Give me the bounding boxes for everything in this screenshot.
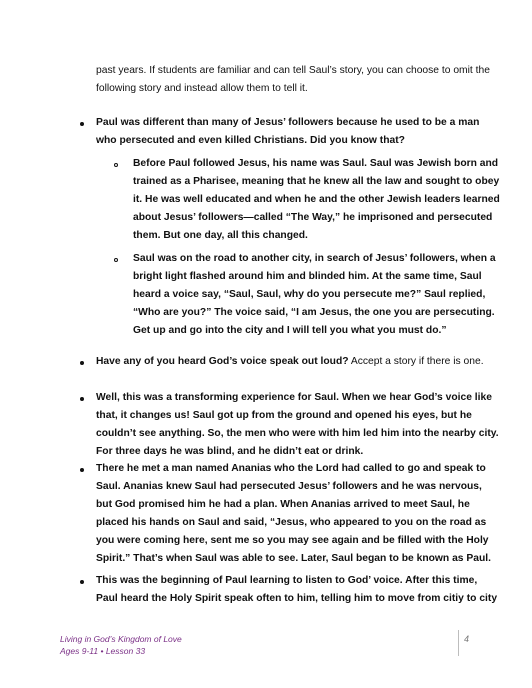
- sub-bullet-1-line-1: Before Paul followed Jesus, his name was Saul. Saul was Jewish born and: [133, 158, 499, 169]
- sub-bullet-1-line-2: trained as a Pharisee, meaning that he knew all the law and sought to obey: [133, 176, 500, 187]
- sub-bullet-2-line-5: Get up and go into the city and I will tell you what you must do.”: [133, 325, 447, 336]
- sub-bullet-circle: [114, 258, 118, 262]
- intro-line-2: following story and instead allow them to tell it.: [96, 83, 308, 94]
- bullet-3-line-4: For three days he was blind, and he didn’t eat or drink.: [96, 446, 364, 457]
- footer-subtitle: Ages 9-11 • Lesson 33: [60, 646, 146, 656]
- bullet-1-line-1: Paul was different than many of Jesus’ followers because he used to be a man: [96, 117, 480, 128]
- sub-bullet-1-line-5: them. But one day, all this changed.: [133, 230, 308, 241]
- sub-bullet-1-line-4: about Jesus’ followers—called “The Way,” he imprisoned and persecuted: [133, 212, 493, 223]
- bullet-4-line-6: Spirit.” That’s when Saul was able to see. Later, Saul began to be known as Paul.: [96, 553, 492, 564]
- footer-divider: [458, 630, 459, 656]
- bullet-3-line-3: couldn’t see anything. So, the men who were with him led him into the nearby city.: [96, 428, 499, 439]
- intro-line-1: past years. If students are familiar and can tell Saul’s story, you can choose to omit the: [96, 65, 490, 76]
- sub-bullet-circle: [114, 163, 118, 167]
- bullet-4-line-2: Saul. Ananias knew Saul had persecuted Jesus’ followers and he was nervous,: [96, 481, 482, 492]
- sub-bullet-2-line-1: Saul was on the road to another city, in search of Jesus’ followers, when a: [133, 253, 496, 264]
- bullet-4-line-3: but God promised him he had a plan. When Ananias arrived to meet Saul, he: [96, 499, 470, 510]
- sub-bullet-2-line-2: bright light flashed around him and blinded him. At the same time, Saul: [133, 271, 482, 282]
- bullet-dot: [80, 397, 84, 401]
- bullet-3-line-1: Well, this was a transforming experience for Saul. When we hear God’s voice like: [96, 392, 492, 403]
- sub-bullet-1-line-3: it. He was well educated and when he and the other Jewish leaders learned: [133, 194, 500, 205]
- bullet-dot: [80, 468, 84, 472]
- bullet-5-line-1: This was the beginning of Paul learning to listen to God’ voice. After this time,: [96, 575, 478, 586]
- sub-bullet-2-line-3: heard a voice say, “Saul, Saul, why do you persecute me?” Saul replied,: [133, 289, 486, 300]
- footer-title: Living in God’s Kingdom of Love: [60, 634, 182, 644]
- bullet-1-line-2: who persecuted and even killed Christians. Did you know that?: [96, 135, 405, 146]
- bullet-3-line-2: that, it changes us! Saul got up from the ground and opened his eyes, but he: [96, 410, 472, 421]
- bullet-dot: [80, 580, 84, 584]
- bullet-4-line-4: placed his hands on Saul and said, “Jesus, who appeared to you on the road as: [96, 517, 487, 528]
- bullet-dot: [80, 122, 84, 126]
- bullet-4-line-1: There he met a man named Ananias who the Lord had called to go and speak to: [96, 463, 486, 474]
- page-number: 4: [464, 634, 470, 644]
- bullet-dot: [80, 361, 84, 365]
- bullet-4-line-5: you were coming here, sent me so you may see again and be filled with the Holy: [96, 535, 489, 546]
- bullet-2-line-1: Have any of you heard God’s voice speak out loud? Accept a story if there is one.: [96, 356, 484, 367]
- bullet-5-line-2: Paul heard the Holy Spirit speak often to him, telling him to move from citiy to city: [96, 593, 498, 604]
- sub-bullet-2-line-4: “Who are you?” The voice said, “I am Jesus, the one you are persecuting.: [133, 307, 495, 318]
